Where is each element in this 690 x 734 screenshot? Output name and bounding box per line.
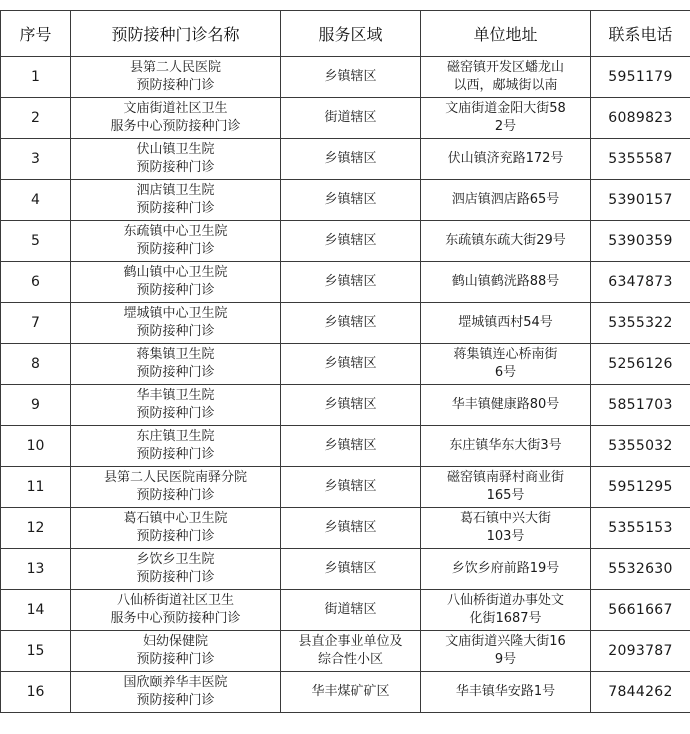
cell-address [421,426,591,467]
table-row [1,590,690,631]
cell-clinic-name [71,590,281,631]
cell-service-area [281,221,421,262]
cell-clinic-name [71,385,281,426]
cell-address-line: 165号 [486,488,525,503]
cell-clinic-name-line: 服务中心预防接种门诊 [110,119,241,134]
cell-phone: 6089823 [591,98,690,139]
cell-phone: 7844262 [591,672,690,713]
cell-service-area-line: 街道辖区 [324,602,377,617]
header-address: 单位地址 [421,11,591,57]
cell-clinic-name [71,467,281,508]
cell-service-area-line: 乡镇辖区 [324,151,377,166]
cell-address [421,262,591,303]
cell-address [421,549,591,590]
table-header-row [1,11,690,57]
header-phone: 联系电话 [591,11,690,57]
cell-clinic-name-line: 县第二人民医院南驿分院 [103,470,247,485]
cell-address-line: 葛石镇中兴大街 [459,511,551,526]
table-row [1,303,690,344]
cell-address-line: 东庄镇华东大街3号 [449,438,562,453]
cell-clinic-name [71,262,281,303]
table-row [1,672,690,713]
cell-serial-number: 12 [1,508,71,549]
cell-serial-number: 10 [1,426,71,467]
table-row [1,549,690,590]
cell-service-area-line: 乡镇辖区 [324,479,377,494]
cell-serial-number: 5 [1,221,71,262]
cell-phone: 5951295 [591,467,690,508]
table-row [1,221,690,262]
cell-phone: 5355032 [591,426,690,467]
cell-clinic-name [71,426,281,467]
cell-service-area [281,344,421,385]
cell-clinic-name-line: 乡饮乡卫生院 [136,552,215,567]
cell-service-area-line: 乡镇辖区 [324,397,377,412]
header-serial-number: 序号 [1,11,71,57]
table-row [1,426,690,467]
cell-phone: 6347873 [591,262,690,303]
cell-clinic-name-line: 服务中心预防接种门诊 [110,611,241,626]
cell-address-line: 6号 [494,365,517,380]
header-service-area: 服务区域 [281,11,421,57]
cell-phone: 5661667 [591,590,690,631]
cell-clinic-name [71,57,281,98]
cell-address-line: 化街1687号 [469,611,542,626]
cell-clinic-name-line: 预防接种门诊 [136,488,215,503]
cell-serial-number: 9 [1,385,71,426]
table-row [1,344,690,385]
cell-address-line: 磁窑镇南驿村商业街 [446,470,564,485]
cell-serial-number: 15 [1,631,71,672]
table-row [1,98,690,139]
cell-clinic-name-line: 蒋集镇卫生院 [136,347,215,362]
cell-clinic-name-line: 预防接种门诊 [136,324,215,339]
cell-clinic-name [71,549,281,590]
cell-clinic-name-line: 预防接种门诊 [136,652,215,667]
cell-phone: 5390359 [591,221,690,262]
cell-clinic-name-line: 预防接种门诊 [136,201,215,216]
cell-clinic-name [71,98,281,139]
cell-service-area-line: 乡镇辖区 [324,356,377,371]
cell-service-area [281,180,421,221]
cell-serial-number: 14 [1,590,71,631]
cell-service-area [281,385,421,426]
cell-address [421,57,591,98]
cell-clinic-name-line: 国欣颐养华丰医院 [123,675,228,690]
table-row [1,139,690,180]
cell-service-area-line: 乡镇辖区 [324,233,377,248]
cell-address-line: 9号 [494,652,517,667]
cell-service-area [281,672,421,713]
cell-clinic-name-line: 文庙街道社区卫生 [123,101,228,116]
cell-service-area-line: 综合性小区 [317,652,383,667]
cell-serial-number: 6 [1,262,71,303]
cell-clinic-name-line: 鹤山镇中心卫生院 [123,265,228,280]
cell-service-area [281,57,421,98]
cell-service-area-line: 街道辖区 [324,110,377,125]
cell-address [421,467,591,508]
cell-address [421,98,591,139]
cell-service-area [281,467,421,508]
table-row [1,631,690,672]
cell-clinic-name [71,180,281,221]
cell-clinic-name [71,221,281,262]
cell-address-line: 蒋集镇连心桥南街 [453,347,558,362]
cell-phone: 5355322 [591,303,690,344]
cell-clinic-name-line: 预防接种门诊 [136,242,215,257]
cell-service-area [281,139,421,180]
cell-address-line: 文庙街道金阳大街58 [445,101,566,116]
cell-address [421,590,591,631]
table-row [1,508,690,549]
cell-clinic-name-line: 预防接种门诊 [136,529,215,544]
cell-serial-number: 8 [1,344,71,385]
cell-phone: 2093787 [591,631,690,672]
cell-clinic-name-line: 东疏镇中心卫生院 [123,224,228,239]
cell-address-line: 泗店镇泗店路65号 [451,192,560,207]
cell-clinic-name-line: 东庄镇卫生院 [136,429,215,444]
vaccination-clinic-table [0,10,690,713]
cell-clinic-name-line: 泗店镇卫生院 [136,183,215,198]
cell-clinic-name-line: 预防接种门诊 [136,447,215,462]
cell-service-area-line: 乡镇辖区 [324,192,377,207]
cell-address-line: 乡饮乡府前路19号 [451,561,560,576]
table-row [1,262,690,303]
table-row [1,385,690,426]
cell-service-area [281,303,421,344]
cell-serial-number: 13 [1,549,71,590]
cell-address [421,344,591,385]
cell-phone: 5951179 [591,57,690,98]
table-row [1,180,690,221]
cell-address [421,508,591,549]
cell-clinic-name-line: 预防接种门诊 [136,160,215,175]
cell-service-area-line: 乡镇辖区 [324,69,377,84]
cell-address-line: 华丰镇华安路1号 [455,684,556,699]
cell-serial-number: 7 [1,303,71,344]
cell-service-area [281,508,421,549]
cell-address [421,303,591,344]
cell-clinic-name-line: 预防接种门诊 [136,283,215,298]
cell-service-area [281,549,421,590]
cell-clinic-name [71,344,281,385]
cell-clinic-name-line: 预防接种门诊 [136,365,215,380]
cell-clinic-name-line: 华丰镇卫生院 [136,388,215,403]
cell-serial-number: 1 [1,57,71,98]
cell-clinic-name [71,508,281,549]
cell-clinic-name-line: 预防接种门诊 [136,693,215,708]
cell-address-line: 2号 [494,119,517,134]
cell-service-area-line: 乡镇辖区 [324,315,377,330]
cell-service-area-line: 乡镇辖区 [324,438,377,453]
cell-clinic-name-line: 预防接种门诊 [136,570,215,585]
cell-service-area-line: 县直企事业单位及 [298,634,403,649]
cell-address [421,672,591,713]
cell-address-line: 伏山镇济兖路172号 [447,151,564,166]
cell-service-area-line: 乡镇辖区 [324,561,377,576]
cell-address-line: 以西，郕城街以南 [453,78,558,93]
cell-address [421,139,591,180]
cell-service-area [281,98,421,139]
cell-address-line: 东疏镇东疏大街29号 [445,233,566,248]
cell-address-line: 堽城镇西村54号 [458,315,553,330]
cell-serial-number: 4 [1,180,71,221]
cell-phone: 5851703 [591,385,690,426]
cell-serial-number: 16 [1,672,71,713]
table-row [1,467,690,508]
cell-clinic-name [71,139,281,180]
cell-address-line: 103号 [486,529,525,544]
cell-clinic-name [71,672,281,713]
table-row [1,57,690,98]
cell-phone: 5532630 [591,549,690,590]
cell-serial-number: 2 [1,98,71,139]
cell-clinic-name-line: 预防接种门诊 [136,406,215,421]
cell-clinic-name-line: 县第二人民医院 [129,60,221,75]
cell-clinic-name-line: 预防接种门诊 [136,78,215,93]
cell-clinic-name-line: 堽城镇中心卫生院 [123,306,228,321]
cell-address-line: 八仙桥街道办事处文 [446,593,564,608]
cell-phone: 5256126 [591,344,690,385]
cell-service-area [281,262,421,303]
cell-clinic-name-line: 八仙桥街道社区卫生 [116,593,234,608]
cell-clinic-name-line: 妇幼保健院 [142,634,208,649]
cell-clinic-name-line: 葛石镇中心卫生院 [123,511,228,526]
cell-phone: 5355587 [591,139,690,180]
cell-phone: 5390157 [591,180,690,221]
cell-address-line: 鹤山镇鹤洸路88号 [451,274,560,289]
cell-service-area-line: 乡镇辖区 [324,520,377,535]
cell-address [421,385,591,426]
cell-service-area-line: 乡镇辖区 [324,274,377,289]
cell-phone: 5355153 [591,508,690,549]
cell-service-area [281,631,421,672]
cell-serial-number: 3 [1,139,71,180]
cell-clinic-name [71,631,281,672]
table-body [1,57,690,713]
cell-address [421,180,591,221]
cell-clinic-name [71,303,281,344]
cell-address [421,221,591,262]
cell-service-area [281,426,421,467]
cell-address-line: 磁窑镇开发区蟠龙山 [446,60,564,75]
cell-address-line: 文庙街道兴隆大街16 [445,634,566,649]
cell-service-area [281,590,421,631]
cell-clinic-name-line: 伏山镇卫生院 [136,142,215,157]
header-clinic-name: 预防接种门诊名称 [71,11,281,57]
cell-address-line: 华丰镇健康路80号 [451,397,560,412]
cell-service-area-line: 华丰煤矿矿区 [311,684,390,699]
cell-serial-number: 11 [1,467,71,508]
cell-address [421,631,591,672]
